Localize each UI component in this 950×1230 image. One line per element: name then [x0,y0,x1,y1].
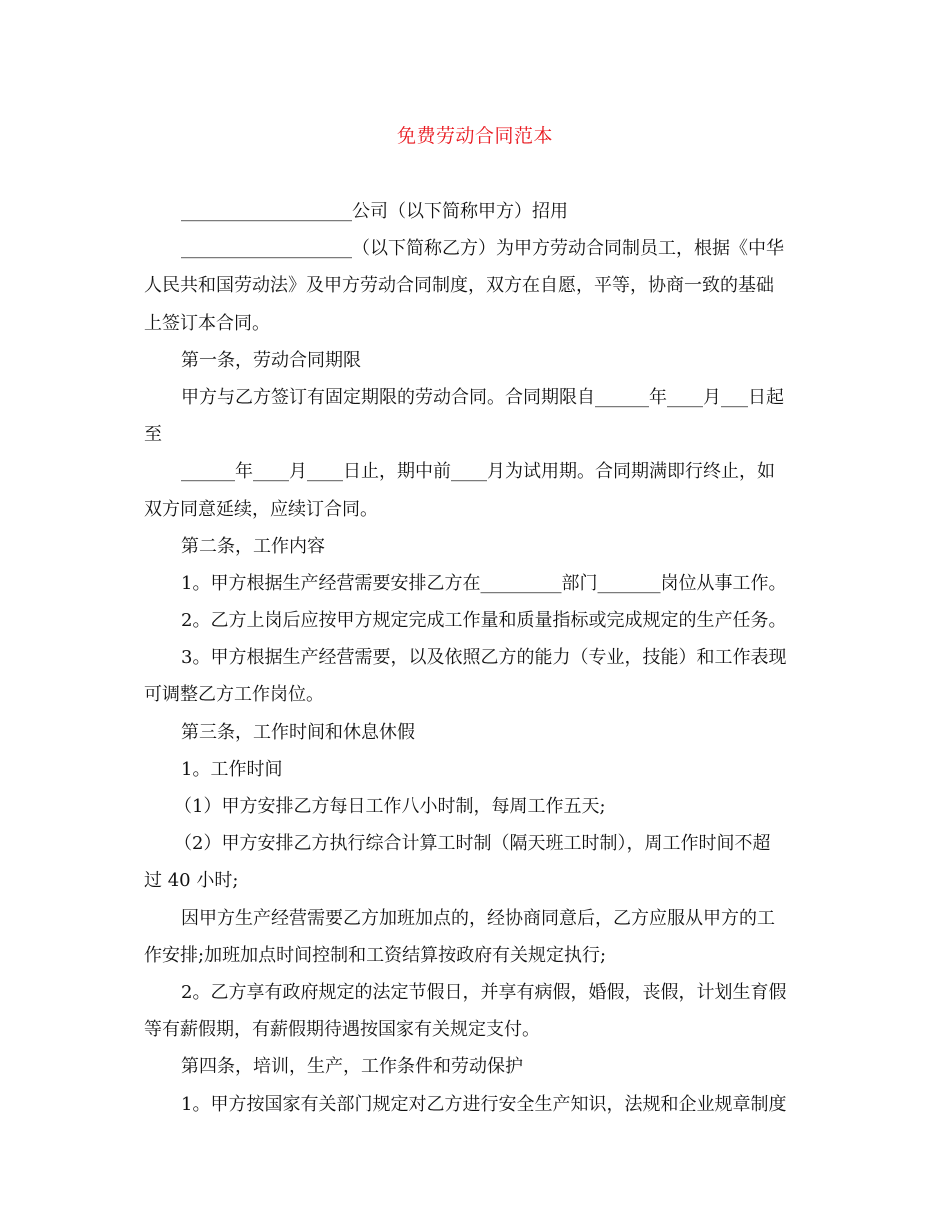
paragraph-line: 3。甲方根据生产经营需要，以及依照乙方的能力（专业，技能）和工作表现 [181,647,787,669]
section-heading: 第四条，培训，生产，工作条件和劳动保护 [181,1056,523,1078]
paragraph-line: 2。乙方上岗后应按甲方规定完成工作量和质量指标或完成规定的生产任务。 [181,610,787,632]
paragraph-line: 上签订本合同。 [144,312,270,334]
paragraph-line: 至 [144,424,162,446]
paragraph-line: 等有薪假期，有薪假期待遇按国家有关规定支付。 [144,1019,540,1041]
paragraph-line: 1。甲方根据生产经营需要安排乙方在_________部门_______岗位从事工作。 [181,572,787,594]
paragraph-line: 1。工作时间 [181,758,283,780]
document-body [144,193,810,1123]
paragraph-line: 作安排;加班加点时间控制和工资结算按政府有关规定执行; [144,944,607,966]
paragraph-line: 2。乙方享有政府规定的法定节假日，并享有病假，婚假，丧假，计划生育假 [181,981,787,1003]
document-title: 免费劳动合同范本 [396,125,553,147]
paragraph-line: 双方同意延续，应续订合同。 [144,498,378,520]
paragraph-line: 可调整乙方工作岗位。 [144,684,324,706]
paragraph-line: ___________________（以下简称乙方）为甲方劳动合同制员工，根据《中华 [181,238,784,260]
paragraph-line: 1。甲方按国家有关部门规定对乙方进行安全生产知识，法规和企业规章制度 [181,1093,787,1115]
paragraph-line: （1）甲方安排乙方每日工作八小时制，每周工作五天; [174,796,606,817]
paragraph-line: ______年____月____日止，期中前____月为试用期。合同期满即行终止，如 [181,461,775,483]
section-heading: 第一条，劳动合同期限 [181,349,361,371]
paragraph-line: （2）甲方安排乙方执行综合计算工时制（隔天班工时制），周工作时间不超 [174,833,771,855]
paragraph-line: 因甲方生产经营需要乙方加班加点的，经协商同意后，乙方应服从甲方的工 [181,907,775,929]
paragraph-line: 过 40 小时; [144,870,239,892]
section-heading: 第三条，工作时间和休息休假 [181,721,415,743]
section-heading: 第二条，工作内容 [181,535,325,557]
paragraph-line: 人民共和国劳动法》及甲方劳动合同制度，双方在自愿，平等，协商一致的基础 [144,275,774,297]
paragraph-line: ___________________公司（以下简称甲方）招用 [181,201,568,222]
paragraph-line: 甲方与乙方签订有固定期限的劳动合同。合同期限自______年____月___日起 [181,386,784,408]
